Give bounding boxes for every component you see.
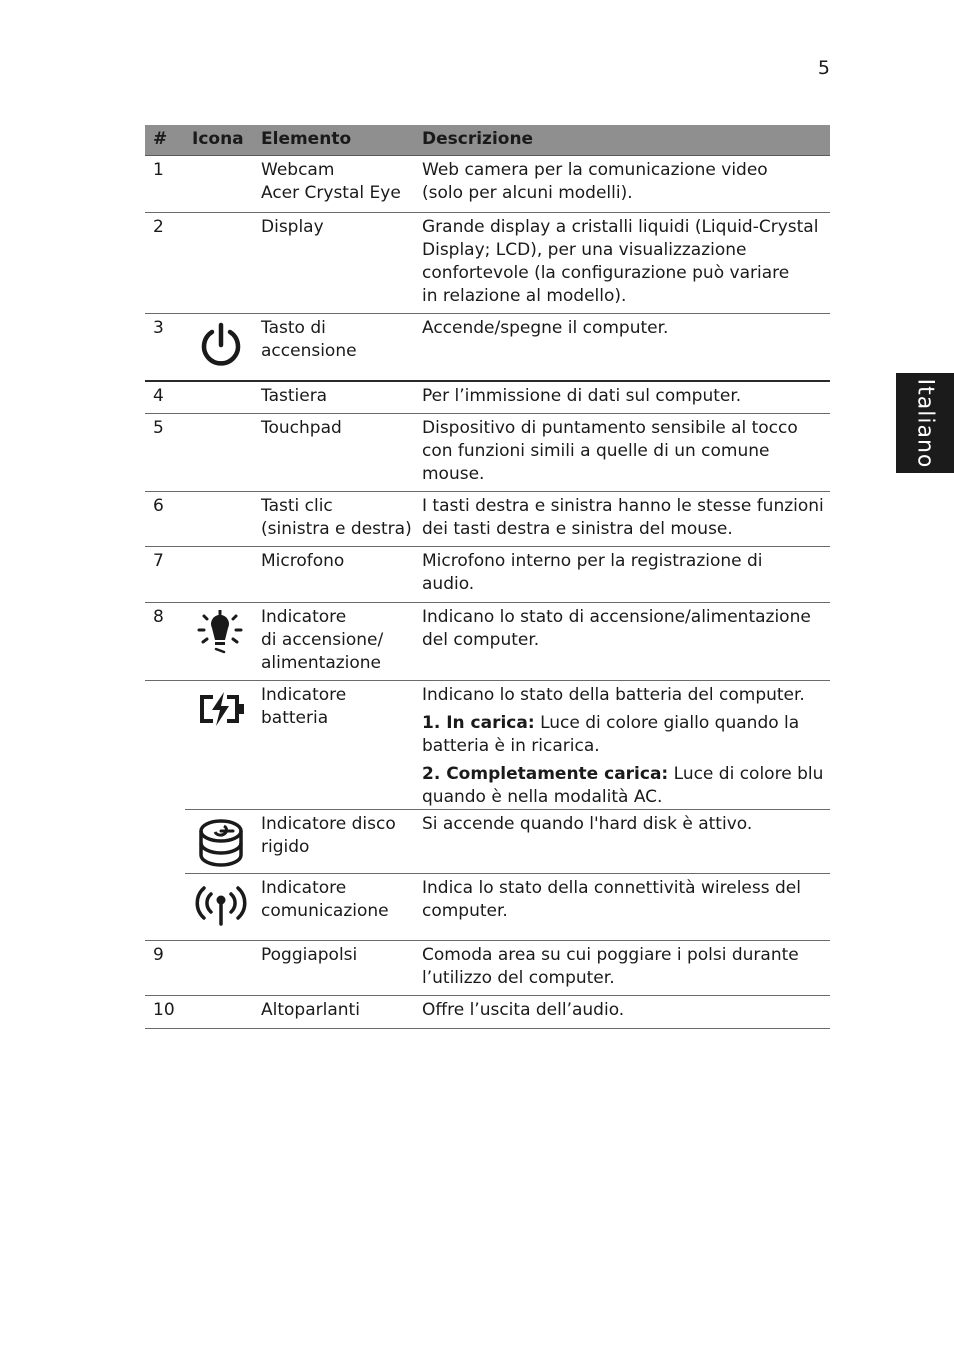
row-number: 3	[153, 318, 164, 338]
table-row	[185, 874, 830, 940]
row-description: Grande display a cristalli liquidi (Liquid-Crystal Display; LCD), per una visualizzazione confortevole (la configurazione può variare in relazione al modello).	[422, 217, 819, 306]
row-description: Comoda area su cui poggiare i polsi durante l’utilizzo del computer.	[422, 945, 799, 988]
row-description: Microfono interno per la registrazione di audio.	[422, 551, 763, 594]
header-num: #	[153, 129, 168, 149]
page-number: 5	[817, 57, 830, 79]
row-description: Indica lo stato della connettività wireless del computer.	[422, 878, 801, 921]
hard-disk-icon	[197, 818, 245, 875]
table-row	[145, 492, 830, 547]
language-tab-label: Italiano	[912, 378, 938, 468]
row-number: 7	[153, 551, 164, 571]
fully-charged-item: 2. Completamente carica: Luce di colore blu quando è nella modalità AC.	[422, 764, 824, 807]
table-row	[145, 213, 830, 314]
table-header	[145, 125, 830, 156]
row-element: Microfono	[261, 551, 345, 571]
row-element: Touchpad	[261, 418, 342, 438]
row-description: Web camera per la comunicazione video (solo per alcuni modelli).	[422, 160, 768, 203]
row-element: Altoparlanti	[261, 1000, 360, 1020]
row-element: Indicatore comunicazione	[261, 878, 389, 921]
row-number: 4	[153, 386, 164, 406]
row-number: 1	[153, 160, 164, 180]
table-row	[145, 414, 830, 492]
header-icon: Icona	[192, 129, 244, 149]
power-indicator-icon	[197, 610, 243, 667]
row-number: 8	[153, 607, 164, 627]
row-element: Indicatore batteria	[261, 685, 347, 728]
table-row	[145, 603, 830, 681]
table-row	[145, 382, 830, 414]
row-description: Offre l’uscita dell’audio.	[422, 1000, 625, 1020]
table-row	[185, 681, 830, 810]
wireless-icon	[193, 884, 249, 933]
row-description: Accende/spegne il computer.	[422, 318, 669, 338]
row-description: Indicano lo stato della batteria del computer. 1. In carica: Luce di colore giallo quando la batteria è in ricarica. 2. Completamente carica: Luce di colore blu quando è nella modalità AC.	[422, 684, 827, 809]
row-element: Indicatore disco rigido	[261, 814, 396, 857]
language-tab	[896, 373, 954, 473]
row-description: Dispositivo di puntamento sensibile al tocco con funzioni simili a quelle di un comune mouse.	[422, 418, 798, 484]
row-element: Tasto di accensione	[261, 318, 357, 361]
row-number: 6	[153, 496, 164, 516]
row-element: Indicatore di accensione/ alimentazione	[261, 607, 384, 673]
header-description: Descrizione	[422, 129, 534, 149]
row-number: 5	[153, 418, 164, 438]
header-element: Elemento	[261, 129, 352, 149]
row-element: Webcam Acer Crystal Eye	[261, 160, 401, 203]
table-row	[145, 547, 830, 603]
row-element: Display	[261, 217, 324, 237]
battery-icon	[197, 691, 245, 734]
table-row	[185, 810, 830, 874]
power-icon	[197, 322, 245, 377]
components-table	[145, 125, 830, 1020]
row-description: I tasti destra e sinistra hanno le stesse funzioni dei tasti destra e sinistra del mouse.	[422, 496, 824, 539]
row-number: 9	[153, 945, 164, 965]
charging-item: 1. In carica: Luce di colore giallo quando la batteria è in ricarica.	[422, 713, 800, 756]
row-number: 2	[153, 217, 164, 237]
table-row	[145, 941, 830, 996]
row-description: Si accende quando l'hard disk è attivo.	[422, 814, 753, 834]
row-element: Poggiapolsi	[261, 945, 358, 965]
row-description: Per l’immissione di dati sul computer.	[422, 386, 742, 406]
row-number: 10	[153, 1000, 175, 1020]
row-description: Indicano lo stato di accensione/alimentazione del computer.	[422, 607, 811, 650]
table-row	[145, 156, 830, 213]
table-row	[145, 314, 830, 382]
row-element: Tastiera	[261, 386, 328, 406]
row-element: Tasti clic (sinistra e destra)	[261, 496, 412, 539]
table-row	[145, 996, 830, 1029]
